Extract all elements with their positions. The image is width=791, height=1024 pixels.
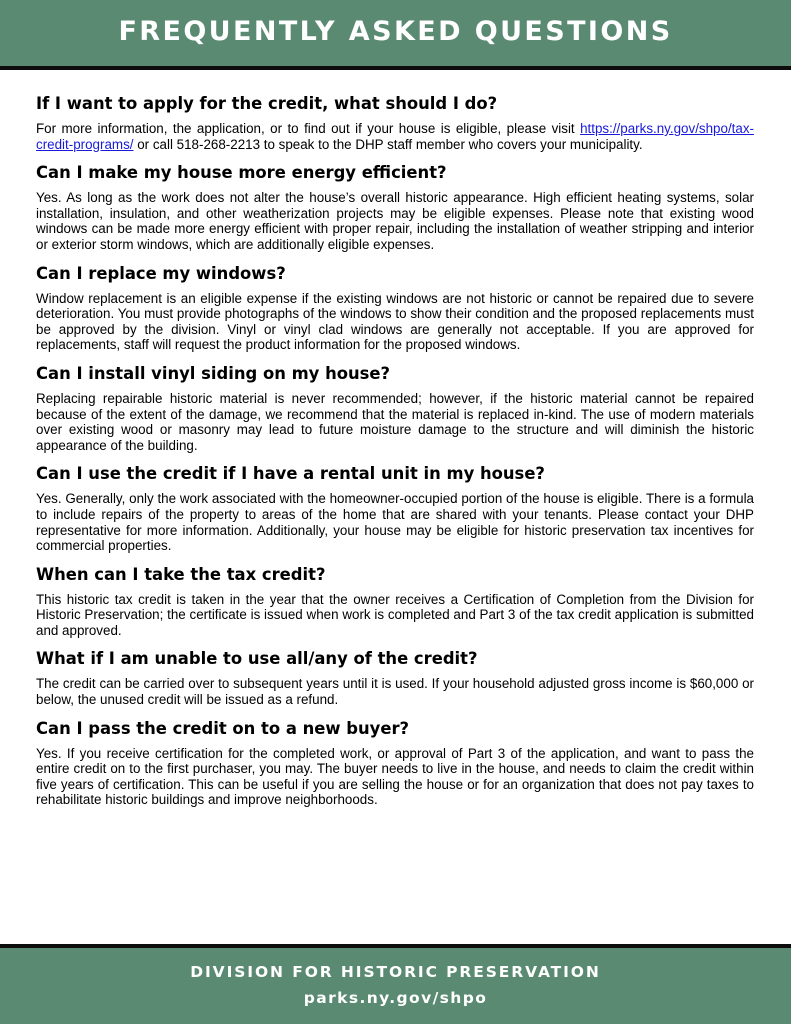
faq-question: Can I use the credit if I have a rental unit in my house?: [36, 464, 545, 484]
faq-answer-text: or call 518-268-2213 to speak to the DHP staff member who covers your municipality.: [133, 136, 643, 152]
tax-credit-programs-link[interactable]: https://parks.ny.gov/shpo/tax-credit-programs/: [36, 121, 754, 152]
faq-item-vinyl-siding: [36, 363, 754, 453]
faq-item-unable-to-use: [36, 648, 754, 707]
faq-item-rental-unit: [36, 463, 754, 553]
header-banner: [0, 0, 791, 70]
faq-item-apply: [36, 93, 754, 152]
faq-answer: Window replacement is an eligible expense if the existing windows are not historic or cannot be repaired due to severe deterioration. You must provide photographs of the windows to show their condition and the proposed replacements must be approved by the division. Vinyl or vinyl clad windows are generally not acceptable. If you are approved for replacements, staff will request the product information for the proposed windows.: [36, 290, 754, 353]
footer-banner: [0, 944, 791, 1024]
faq-answer: Yes. If you receive certification for the completed work, or approval of Part 3 of the application, and want to pass the entire credit on to the first purchaser, you may. The buyer needs to live in the house, and needs to claim the credit within five years of certification. This can be useful if you are selling the house or for an organization that does not pay taxes to rehabilitate historic buildings and improve neighborhoods.: [36, 745, 754, 808]
faq-question: If I want to apply for the credit, what should I do?: [36, 94, 498, 113]
faq-item-energy-efficient: [36, 162, 754, 252]
faq-item-take-credit: [36, 564, 754, 639]
faq-list: [36, 93, 754, 818]
faq-answer: Yes. Generally, only the work associated with the homeowner-occupied portion of the house is eligible. There is a formula to include repairs of the property to areas of the home that are shared with your tenants. Please contact your DHP representative for more information. Additionally, your house may be eligible for historic preservation tax incentives for commercial properties.: [36, 491, 754, 554]
faq-item-new-buyer: [36, 718, 754, 808]
faq-question: Can I replace my windows?: [36, 263, 286, 283]
faq-answer: This historic tax credit is taken in the year that the owner receives a Certification of Completion from the Division for Historic Preservation; the certificate is issued when work is completed and Part 3 of the tax credit application is submitted and approved.: [36, 591, 754, 638]
footer-org-name: DIVISION FOR HISTORIC PRESERVATION: [190, 963, 601, 981]
faq-answer: The credit can be carried over to subsequent years until it is used. If your household adjusted gross income is $60,000 or below, the unused credit will be issued as a refund.: [36, 676, 754, 708]
faq-question: When can I take the tax credit?: [36, 564, 326, 584]
faq-answer: [36, 121, 754, 152]
faq-question: What if I am unable to use all/any of the credit?: [36, 649, 478, 669]
page-title: FREQUENTLY ASKED QUESTIONS: [118, 16, 673, 47]
faq-item-replace-windows: [36, 263, 754, 353]
footer-website: parks.ny.gov/shpo: [303, 989, 488, 1007]
faq-question: Can I make my house more energy efficient?: [36, 163, 447, 183]
faq-question: Can I pass the credit on to a new buyer?: [36, 718, 410, 738]
faq-answer-text: For more information, the application, or to find out if your house is eligible, please visit: [36, 121, 581, 136]
faq-answer: Replacing repairable historic material is never recommended; however, if the historic material cannot be repaired because of the extent of the damage, we recommend that the material is replaced in-kind. The use of modern materials over existing wood or masonry may lead to future moisture damage to the structure and will diminish the historic appearance of the building.: [36, 390, 754, 453]
faq-question: Can I install vinyl siding on my house?: [36, 363, 391, 383]
faq-answer: Yes. As long as the work does not alter the house’s overall historic appearance. High efficient heating systems, solar installation, insulation, and other weatherization projects may be eligible expenses. Please note that existing wood windows can be made more energy efficient with proper repair, including the installation of weather stripping and interior or exterior storm windows, which are additionally eligible expenses.: [36, 190, 754, 252]
